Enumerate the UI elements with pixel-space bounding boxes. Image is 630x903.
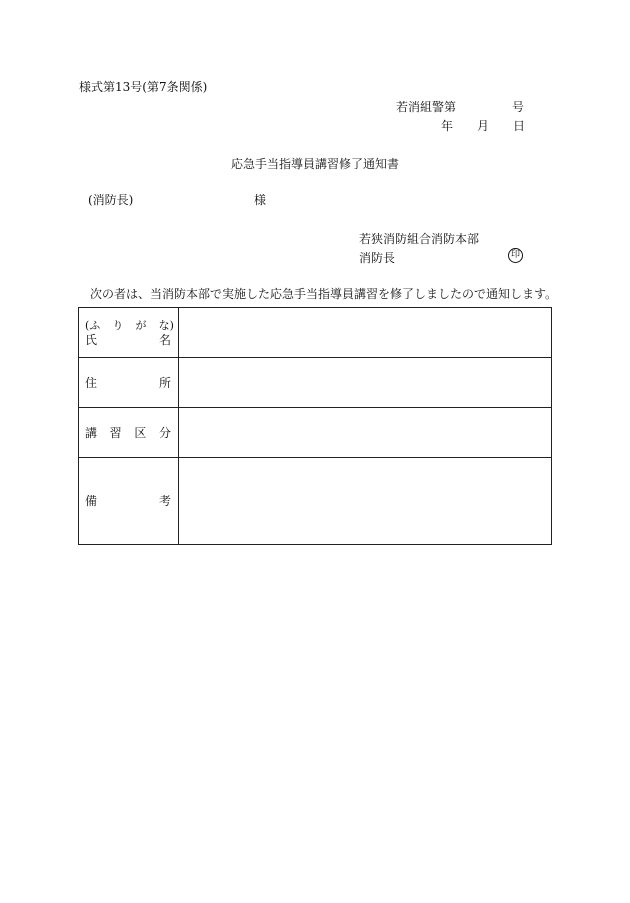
reference-number-prefix: 若消組警第 bbox=[396, 100, 457, 114]
remarks-label-cell bbox=[79, 458, 179, 545]
course-category-label: 講 習 区 分 bbox=[85, 425, 171, 440]
name-value-field[interactable] bbox=[179, 308, 552, 358]
address-value-field[interactable] bbox=[179, 358, 552, 408]
issuer-title: 消防長 bbox=[359, 251, 396, 265]
remarks-label: 備 考 bbox=[85, 494, 171, 508]
course-category-label-cell bbox=[79, 408, 179, 458]
furigana-label: (ふ り が な) bbox=[85, 318, 174, 332]
trainee-info-table bbox=[78, 307, 552, 545]
table-row bbox=[79, 458, 552, 545]
reference-number-suffix: 号 bbox=[512, 100, 525, 114]
issuer-organization: 若狭消防組合消防本部 bbox=[359, 232, 480, 246]
recipient-name: (消防長) bbox=[88, 193, 134, 207]
date-line bbox=[441, 119, 525, 133]
notice-body-text: 次の者は、当消防本部で実施した応急手当指導員講習を修了しましたので通知します。 bbox=[90, 287, 558, 301]
table-row bbox=[79, 308, 552, 358]
name-label-cell bbox=[79, 308, 179, 358]
document-title: 応急手当指導員講習修了通知書 bbox=[230, 157, 399, 171]
seal-mark: 印 bbox=[508, 248, 523, 263]
form-id: 様式第13号(第7条関係) bbox=[79, 80, 208, 94]
date-year: 年 bbox=[441, 119, 454, 133]
date-month: 月 bbox=[477, 119, 490, 133]
table-row bbox=[79, 408, 552, 458]
date-day: 日 bbox=[513, 119, 526, 133]
recipient-honorific: 様 bbox=[254, 193, 267, 207]
address-label: 住 所 bbox=[85, 375, 171, 390]
course-category-value-field[interactable] bbox=[179, 408, 552, 458]
remarks-value-field[interactable] bbox=[179, 458, 552, 545]
table-row bbox=[79, 358, 552, 408]
name-label: 氏 名 bbox=[85, 332, 171, 347]
address-label-cell bbox=[79, 358, 179, 408]
